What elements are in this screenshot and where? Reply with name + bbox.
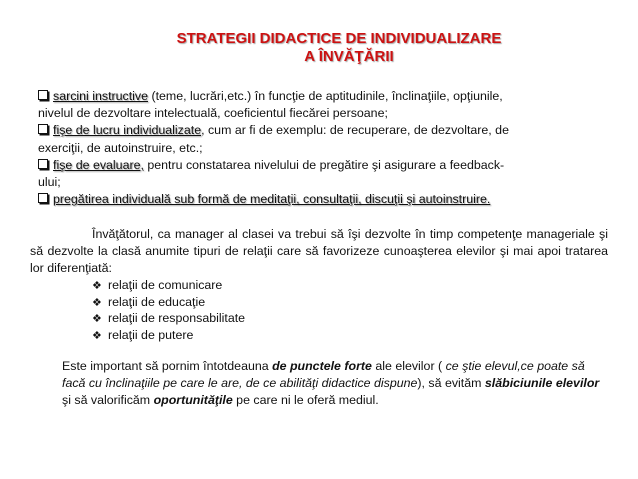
conclusion-emphasis: slăbiciunile elevilor xyxy=(484,376,600,391)
diamond-bullet-icon: ❖ xyxy=(92,296,102,309)
conclusion-text: şi să valorificăm xyxy=(62,393,154,408)
diamond-bullet-icon: ❖ xyxy=(92,280,102,292)
conclusion-italic: ce ştie elevul,ce poate să facă cu înclinaţiile pe care le are, de ce abilităţi didactice dispune xyxy=(62,359,585,391)
relations-list xyxy=(92,278,492,344)
paragraph-text: Învăţătorul, ca manager al clasei va trebui să îşi dezvolte în timp competenţe manageriale şi să dezvolte la clasă anumite tipuri de relaţii care să favorizeze cunoaşterea elevilor şi mai apoi tratarea lor diferenţiată: xyxy=(30,227,608,276)
list-item xyxy=(92,278,492,295)
conclusion-text: ), să evităm xyxy=(417,376,485,391)
conclusion-text: pe care ni le oferă mediul. xyxy=(232,393,379,408)
bullet-text-continued: ului; xyxy=(38,175,61,190)
title-line-1: STRATEGII DIDACTICE DE INDIVIDUALIZARE xyxy=(176,30,502,47)
list-item xyxy=(38,88,608,122)
checkbox-bullet-icon xyxy=(38,124,48,134)
checkbox-bullet-icon xyxy=(38,193,48,203)
bullet-term: fişe de evaluare, xyxy=(53,157,144,172)
bullet-text-continued: exerciţii, de autoinstruire, etc.; xyxy=(38,140,203,155)
list-item xyxy=(92,328,492,345)
manager-paragraph xyxy=(30,226,608,278)
conclusion-text: Este important să pornim întotdeauna xyxy=(62,359,273,373)
conclusion-emphasis: oportunităţile xyxy=(153,393,233,408)
bullet-term: fişe de lucru individualizate xyxy=(53,123,202,138)
checkbox-bullet-icon xyxy=(38,90,48,100)
diamond-bullet-icon: ❖ xyxy=(92,329,102,342)
list-item xyxy=(38,191,608,208)
conclusion-paragraph xyxy=(62,358,610,410)
bullet-text: , cum ar fi de exemplu: de recuperare, de dezvoltare, de xyxy=(201,123,509,138)
bullet-text-continued: nivelul de dezvoltare intelectuală, coeficientul fiecărei persoane; xyxy=(38,106,388,121)
conclusion-text: ale elevilor ( xyxy=(371,359,446,373)
list-item xyxy=(38,122,608,156)
relation-label: relaţii de comunicare xyxy=(108,278,223,292)
relation-label: relaţii de educaţie xyxy=(108,294,206,309)
relation-label: relaţii de responsabilitate xyxy=(108,311,246,326)
title-line-2: A ÎNVĂŢĂRII xyxy=(304,48,394,65)
diamond-bullet-icon: ❖ xyxy=(92,313,102,326)
bullet-term: pregătirea individuală sub formă de meditaţii, consultaţii, discuţii şi autoinstruire. xyxy=(53,192,491,207)
slide-title xyxy=(0,30,638,66)
list-item xyxy=(92,311,492,328)
bullet-text: (teme, lucrări,etc.) în funcţie de aptitudinile, înclinaţiile, opţiunile, xyxy=(148,89,503,103)
bullet-text: pentru constatarea nivelului de pregătire şi asigurare a feedback- xyxy=(143,157,505,172)
list-item xyxy=(92,295,492,312)
bullet-term: sarcini instructive xyxy=(53,89,149,103)
strategy-list xyxy=(38,88,608,208)
relation-label: relaţii de putere xyxy=(108,327,194,342)
conclusion-emphasis: de punctele forte xyxy=(272,359,372,373)
list-item xyxy=(38,157,608,191)
checkbox-bullet-icon xyxy=(38,159,48,169)
